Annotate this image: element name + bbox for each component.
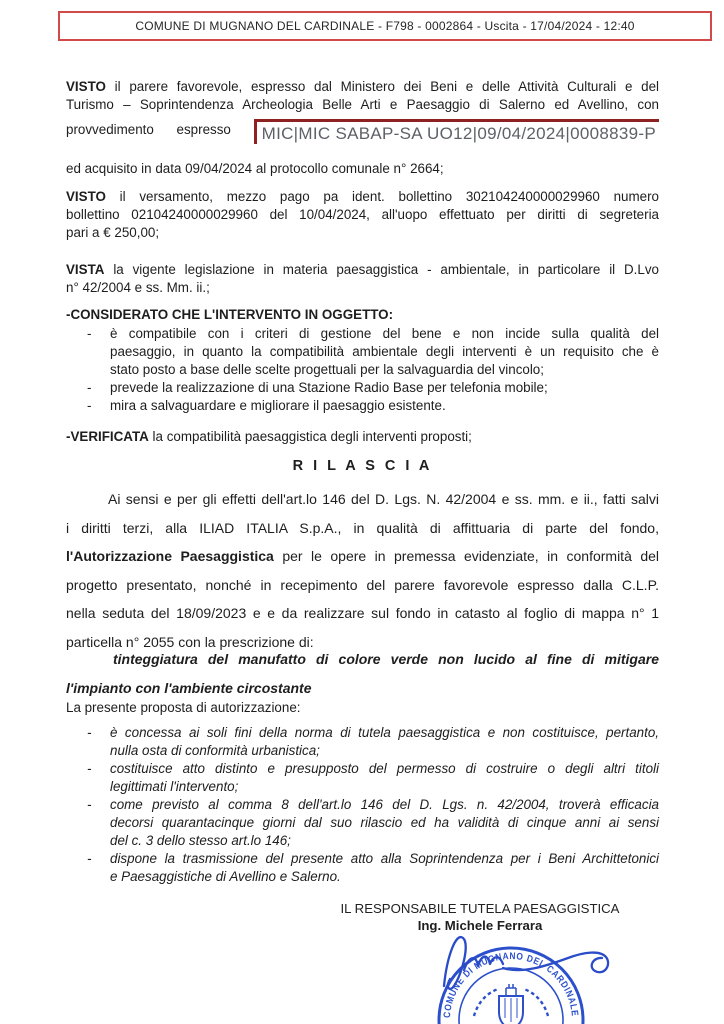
- text-line: nella seduta del 18/09/2023 e e da realizzare sul fondo in catasto al foglio di mappa n° 1: [66, 605, 659, 622]
- text-line: tinteggiatura del manufatto di colore verde non lucido al fine di mitigare: [113, 651, 659, 667]
- bullet-item: [66, 724, 659, 760]
- bullet-marker: -: [87, 380, 92, 395]
- lead-word: -VERIFICATA: [66, 429, 149, 444]
- heading-considerato: -CONSIDERATO CHE L'INTERVENTO IN OGGETTO:: [66, 307, 394, 322]
- bullet-marker: -: [87, 851, 92, 866]
- bullet-item: [66, 379, 659, 397]
- text-line: n° 42/2004 e ss. Mm. ii.;: [66, 280, 210, 295]
- bullet-item: [66, 325, 659, 379]
- lead-word: VISTA: [66, 262, 105, 277]
- seal-text: COMUNE DI MUGNANO DEL CARDINALE: [441, 950, 581, 1019]
- bullet-list-considerato: [66, 325, 659, 415]
- text-line: è compatibile con i criteri di gestione del bene e non incide sulla qualità del: [110, 326, 659, 341]
- text-line: bollettino 02104240000029960 del 10/04/2024, all'uopo effettuato per diritti di segreteria: [66, 207, 659, 222]
- signature-title: IL RESPONSABILE TUTELA PAESAGGISTICA: [340, 901, 620, 916]
- text-line: dispone la trasmissione del presente atto alla Soprintendenza per i Beni Archittetonici: [110, 851, 659, 866]
- bullet-marker: -: [87, 398, 92, 413]
- paragraph-proposta: La presente proposta di autorizzazione:: [66, 700, 301, 715]
- text-line: legittimati l'intervento;: [110, 779, 239, 794]
- bullet-item: [66, 397, 659, 415]
- protocol-header-text: COMUNE DI MUGNANO DEL CARDINALE - F798 - 0002864 - Uscita - 17/04/2024 - 12:40: [135, 19, 635, 33]
- mic-protocol-stamp: MIC|MIC SABAP-SA UO12|09/04/2024|0008839-P: [254, 119, 659, 144]
- text-line: decorsi quarantacinque giorni dal suo rilascio ed ha validità di cinque anni ai sensi: [110, 815, 659, 830]
- bullet-marker: -: [87, 326, 92, 341]
- bold-phrase: l'Autorizzazione Paesaggistica: [66, 548, 274, 565]
- paragraph-visto-versamento: [66, 188, 659, 242]
- text-line: pari a € 250,00;: [66, 225, 160, 240]
- text-line: prevede la realizzazione di una Stazione Radio Base per telefonia mobile;: [110, 380, 548, 395]
- text-line: stato posto a base delle scelte progettuali per la salvaguardia del vincolo;: [110, 362, 544, 377]
- text-line: Ai sensi e per gli effetti dell'art.lo 146 del D. Lgs. N. 42/2004 e ss. mm. e ii., fatti salvi: [108, 491, 659, 507]
- paragraph-prescrizione: [66, 645, 659, 703]
- text-line: paesaggio, in quanto la compatibilità ambientale degli interventi è un requisito che è: [110, 344, 659, 359]
- paragraph-rilascio: [66, 485, 659, 657]
- signer-name: Ing. Michele Ferrara: [417, 918, 543, 933]
- paragraph-vista-legislazione: [66, 261, 659, 297]
- text-line: Turismo – Soprintendenza Archeologia Belle Arti e Paesaggio di Salerno ed Avellino, con: [66, 97, 659, 112]
- text-line: VISTA la vigente legislazione in materia paesaggistica - ambientale, in particolare il D.Lvo: [66, 262, 659, 277]
- text-line: è concessa ai soli fini della norma di tutela paesaggistica e non costituisce, pertanto,: [110, 725, 659, 740]
- text-line: l'impianto con l'ambiente circostante: [66, 680, 312, 696]
- text-line: VISTO il versamento, mezzo pago pa ident. bollettino 302104240000029960 numero: [66, 189, 659, 204]
- text-line: progetto presentato, nonché in recepimento del parere favorevole espresso dalla C.L.P.: [66, 576, 659, 593]
- text-line: provvedimento espresso MIC|MIC SABAP-SA UO12|09/04/2024|0008839-P: [66, 114, 659, 139]
- handwritten-signature: [424, 922, 639, 1002]
- paragraph-verificata: -VERIFICATA la compatibilità paesaggistica degli interventi proposti;: [66, 429, 472, 444]
- text-line: particella n° 2055 con la prescrizione di:: [66, 633, 314, 650]
- paragraph-acquisito: ed acquisito in data 09/04/2024 al protocollo comunale n° 2664;: [66, 161, 444, 176]
- text-line: VISTO il parere favorevole, espresso dal Ministero dei Beni e delle Attività Culturali e del: [66, 79, 659, 94]
- lead-word: VISTO: [66, 79, 106, 94]
- text-line: nulla osta di conformità urbanistica;: [110, 743, 320, 758]
- text-line: l'Autorizzazione Paesaggistica per le opere in premessa evidenziate, in conformità del: [66, 548, 659, 565]
- text-line: e Paesaggistiche di Avellino e Salerno.: [110, 869, 341, 884]
- lead-word: VISTO: [66, 189, 106, 204]
- text-line: del c. 3 dello stesso art.lo 146;: [110, 833, 291, 848]
- bullet-item: [66, 760, 659, 796]
- text-line: mira a salvaguardare e migliorare il paesaggio esistente.: [110, 398, 446, 413]
- bullet-item: [66, 850, 659, 886]
- text-line: i diritti terzi, alla ILIAD ITALIA S.p.A., in qualità di affittuaria di parte del fondo,: [66, 519, 659, 536]
- signature-stroke: [444, 937, 608, 989]
- heading-rilascia: R I L A S C I A: [292, 458, 433, 474]
- protocol-header-box: [58, 11, 712, 41]
- bullet-marker: -: [87, 797, 92, 812]
- bullet-list-proposta: [66, 724, 659, 886]
- bullet-marker: -: [87, 761, 92, 776]
- paragraph-visto-parere: [66, 78, 659, 143]
- text-line: come previsto al comma 8 dell'art.lo 146 del D. Lgs. n. 42/2004, troverà efficacia: [110, 797, 659, 812]
- text-line: costituisce atto distinto e presupposto del permesso di costruire o degli altri titoli: [110, 761, 659, 776]
- bullet-item: [66, 796, 659, 850]
- bullet-marker: -: [87, 725, 92, 740]
